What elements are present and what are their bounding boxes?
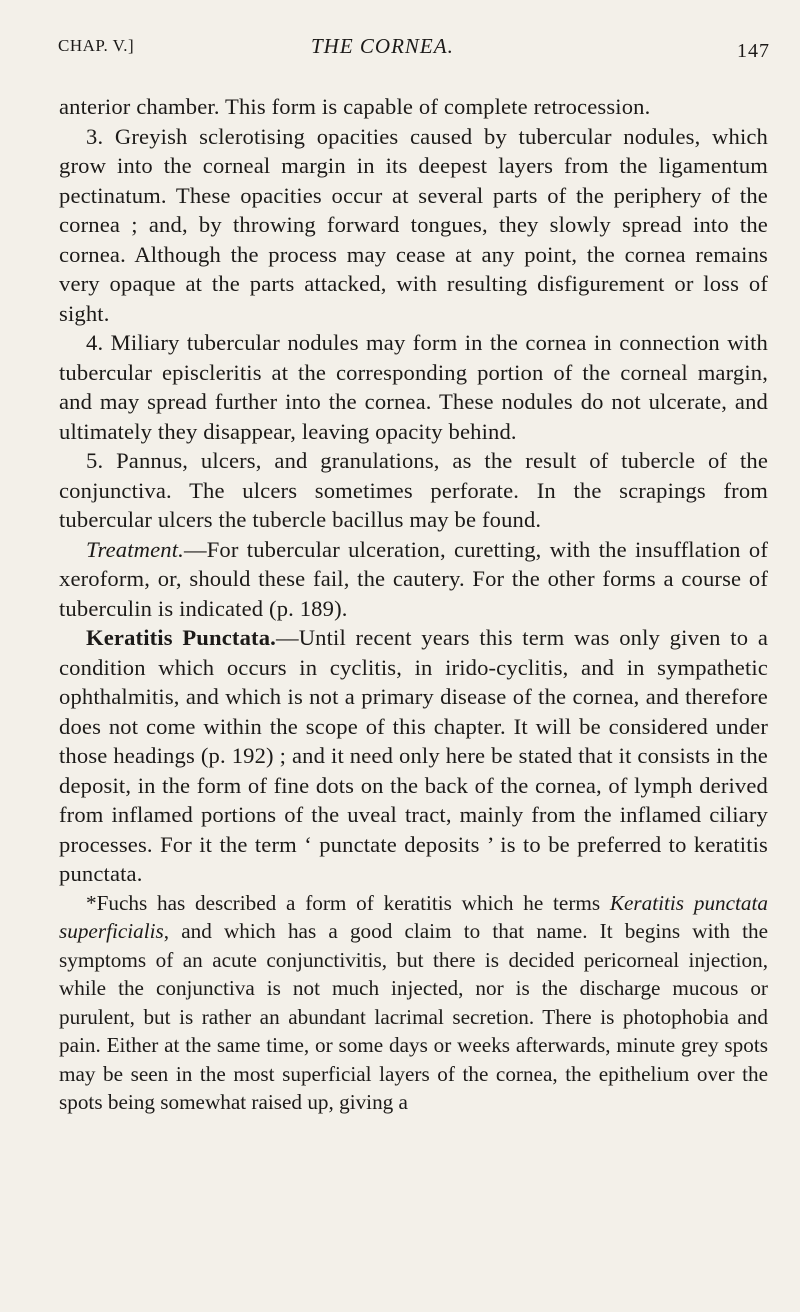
keratitis-punctata-text: —Until recent years this term was only given to a condition which occurs in cyclitis, in irido-cyclitis, and in sympathetic ophthalmitis, and which is not a primary disease of the cornea, and therefore does not come within the scope of this chapter. It will be considered under those headings (p. 192) ; and it need only here be stated that it consists in the deposit, in the form of fine dots on the back of the cornea, of lymph derived from inflamed portions of the uveal tract, mainly from the inflamed ciliary processes. For it the term ‘ punctate deposits ’ is to be preferred to keratitis punctata. [59, 625, 768, 886]
paragraph-item-4: 4. Miliary tubercular nodules may form in the cornea in connection with tubercular episcleritis at the corresponding portion of the corneal margin, and may spread further into the cornea. These nodules do not ulcerate, and ultimately they disappear, leaving opacity behind. [59, 330, 768, 444]
page-number: 147 [737, 40, 770, 62]
fuchs-text: , and which has a good claim to that name. It begins with the symptoms of an acute conjunctivitis, but there is decided pericorneal injection, while the conjunctiva is not much injected, nor is the discharge mucous or purulent, but is rather an abundant lacrimal secretion. There is photophobia and pain. Either at the same time, or some days or weeks afterwards, minute grey spots may be seen in the most superficial layers of the cornea, the epithelium over the spots being somewhat raised up, giving a [59, 919, 768, 1114]
treatment-heading: Treatment. [86, 536, 184, 562]
treatment-text: —For tubercular ulceration, curetting, with the insufflation of xeroform, or, should these fail, the cautery. For the other forms a course of tuberculin is indicated (p. 189). [59, 536, 768, 621]
paragraph-continuation: anterior chamber. This form is capable of complete retrocession. [59, 94, 651, 119]
paragraph-item-5: 5. Pannus, ulcers, and granulations, as the result of tubercle of the conjunctiva. The ulcers sometimes perforate. In the scrapings from tubercular ulcers the tubercle bacillus may be found. [59, 448, 768, 532]
paragraph-item-3: 3. Greyish sclerotising opacities caused by tubercular nodules, which grow into the corneal margin in its deepest layers from the ligamentum pectinatum. These opacities occur at several parts of the periphery of the cornea ; and, by throwing forward tongues, they slowly spread into the cornea. Although the process may cease at any point, the cornea remains very opaque at the parts attacked, with resulting disfigurement or loss of sight. [59, 123, 768, 326]
running-header [58, 30, 770, 66]
chapter-label: CHAP. V.] [58, 36, 135, 55]
paragraph-keratitis-punctata [59, 623, 768, 889]
paragraph-fuchs-note [59, 889, 768, 1117]
body-text [59, 92, 768, 1117]
keratitis-punctata-heading: Keratitis Punctata. [86, 625, 276, 650]
fuchs-term: Keratitis punctata superficialis [59, 890, 768, 943]
fuchs-lead: *Fuchs has described a form of keratitis which he terms [86, 890, 610, 915]
running-title: THE CORNEA. [311, 34, 454, 58]
paragraph-treatment [59, 535, 768, 624]
